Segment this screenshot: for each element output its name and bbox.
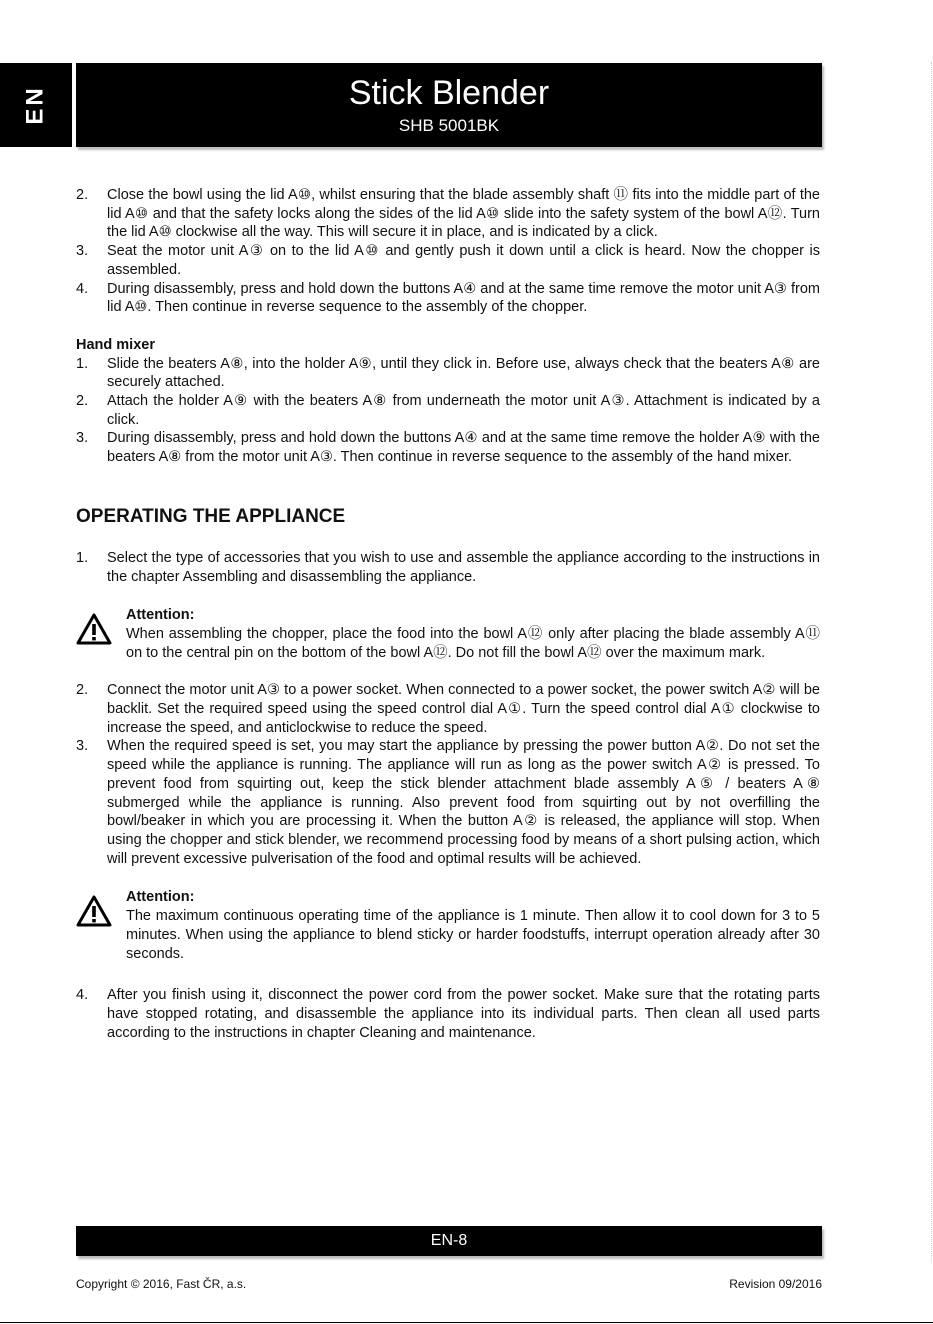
list-item (76, 737, 820, 868)
attention-text: The maximum continuous operating time of the appliance is 1 minute. Then allow it to cool down for 3 to 5 minutes. When using the appliance to blend sticky or harder foodstuffs, interrupt operation already after 30 seconds. (126, 908, 820, 962)
item-text: Select the type of accessories that you wish to use and assemble the appliance according to the instructions in the chapter Assembling and disassembling the appliance. (107, 549, 820, 585)
model-number: SHB 5001BK (398, 116, 500, 135)
item-text: Slide the beaters A⑧, into the holder A⑨, until they click in. Before use, always check that the beaters A⑧ are securely attached. (107, 355, 820, 391)
list-item (76, 186, 820, 242)
item-text: After you finish using it, disconnect the power cord from the power socket. Make sure that the rotating parts have stopped rotating, and disassemble the appliance into its individual parts. Then clean all used parts according to the instructions in chapter Cleaning and maintenance. (107, 987, 820, 1041)
item-number: 3. (76, 243, 89, 260)
language-label: EN (22, 85, 49, 125)
item-text: During disassembly, press and hold down the buttons A④ and at the same time remove the holder A⑨ with the beaters A⑧ from the motor unit A③. Then continue in reverse sequence to the assembly of the hand mixer. (107, 430, 820, 466)
item-number: 3. (76, 738, 89, 755)
warning-icon (76, 606, 126, 662)
warning-icon (76, 888, 126, 963)
list-item (76, 355, 820, 392)
list-item (76, 549, 820, 586)
list-item (76, 242, 820, 279)
page-number: EN-8 (430, 1232, 468, 1249)
item-text: Seat the motor unit A③ on to the lid A⑩ and gently push it down until a click is heard. Now the chopper is assembled. (107, 243, 820, 278)
revision-label: Revision 09/2016 (729, 1277, 822, 1291)
item-number: 3. (76, 430, 89, 447)
item-text: When the required speed is set, you may start the appliance by pressing the power button A②. Do not set the speed while the appliance is running. The appliance will run as long as the power switch A② is pressed. To prevent food from squirting out, keep the stick blender attachment blade assembly A⑤ / beaters A⑧ submerged while the appliance is running. Also prevent food from squirting out by not overfilling the bowl/beaker in which you are processing it. When the button A② is released, the appliance will stop. When using the chopper and stick blender, we recommend processing food by means of a short pulsing action, which will prevent excessive pulverisation of the food and optimal results will be achieved. (107, 738, 820, 867)
chopper-steps (76, 186, 820, 317)
item-number: 2. (76, 682, 89, 699)
item-text: Close the bowl using the lid A⑩, whilst ensuring that the blade assembly shaft ⑪ fits into the middle part of the lid A⑩ and that the safety locks along the sides of the lid A⑩ slide into the safety system of the bowl A⑫. Turn the lid A⑩ clockwise all the way. This will secure it in place, and is indicated by a click. (107, 187, 820, 241)
attention-note (76, 888, 820, 963)
list-item (76, 392, 820, 429)
hand-mixer-steps (76, 355, 820, 467)
attention-text: When assembling the chopper, place the food into the bowl A⑫ only after placing the blade assembly A⑪ on to the central pin on the bottom of the bowl A⑫. Do not fill the bowl A⑫ over the maximum mark. (126, 625, 820, 661)
page-header (76, 63, 822, 147)
item-number: 2. (76, 187, 89, 203)
list-item (76, 280, 820, 317)
copyright-notice: Copyright © 2016, Fast ČR, a.s. (76, 1277, 247, 1291)
item-text: Attach the holder A⑨ with the beaters A⑧ from underneath the motor unit A③. Attachment is indicated by a click. (107, 393, 820, 428)
main-content (76, 186, 820, 1042)
item-number: 1. (76, 355, 89, 372)
list-item (76, 429, 820, 466)
item-text: Connect the motor unit A③ to a power socket. When connected to a power socket, the power switch A② will be backlit. Set the required speed using the speed control dial A①. Turn the speed control dial A① clockwise to increase the speed, and anticlockwise to reduce the speed. (107, 682, 820, 736)
hand-mixer-heading: Hand mixer (76, 336, 155, 353)
page-number-bar (76, 1226, 822, 1256)
item-number: 4. (76, 280, 89, 297)
bottom-divider (0, 1322, 933, 1323)
attention-label: Attention: (126, 889, 195, 906)
attention-label: Attention: (126, 607, 195, 624)
item-number: 2. (76, 393, 89, 410)
section-heading: OPERATING THE APPLIANCE (76, 505, 346, 527)
item-text: During disassembly, press and hold down the buttons A④ and at the same time remove the motor unit A③ from lid A⑩. Then continue in reverse sequence to the assembly of the chopper. (107, 280, 820, 316)
list-item (76, 986, 820, 1042)
page-title: Stick Blender (348, 74, 550, 112)
item-number: 4. (76, 987, 89, 1004)
language-tab (0, 63, 72, 147)
attention-note (76, 606, 820, 662)
list-item (76, 681, 820, 737)
item-number: 1. (76, 549, 89, 566)
